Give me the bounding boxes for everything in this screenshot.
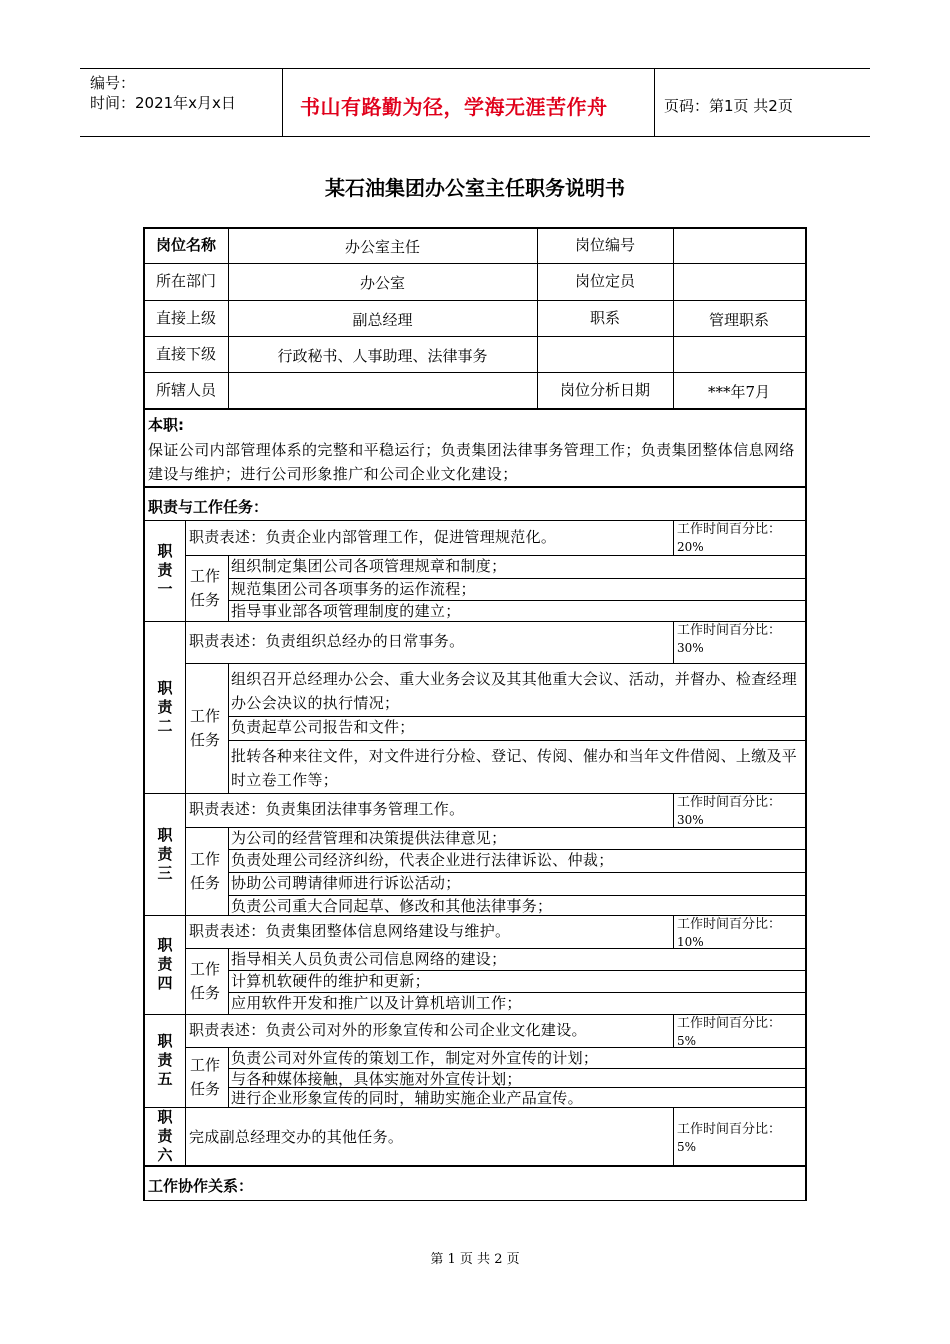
task-row-rule [228,740,805,741]
subordinates-value: 行政秘书、人事助理、法律事务 [277,347,488,365]
time-pct-value: 5% [677,1034,697,1048]
duty-name-rule [185,1107,186,1165]
task-rule [228,948,229,1014]
job-name-value: 办公室主任 [344,238,420,256]
task-label: 工作 任务 [189,960,220,1002]
pct-rule [673,1014,674,1047]
duty-name: 职 责 二 [157,678,173,735]
table-top-border [143,227,807,229]
time-pct-label: 工作时间百分比： [677,1016,782,1031]
task-item: 规范集团公司各项事务的运作流程； [231,580,476,598]
time-pct-label: 工作时间百分比： [677,1122,782,1137]
pct-rule [673,1107,674,1165]
document-title: 某石油集团办公室主任职务说明书 [325,176,625,200]
task-item: 应用软件开发和推广以及计算机培训工作； [231,994,522,1012]
duty-block-rule [143,1107,807,1108]
task-row-rule [228,970,805,971]
department-value: 办公室 [359,274,405,292]
task-item: 与各种媒体接触，具体实施对外宣传计划； [231,1070,522,1088]
header-motto: 书山有路勤为径，学海无涯苦作舟 [300,95,608,119]
task-rule [228,663,229,793]
task-item: 指导相关人员负责公司信息网络的建设； [231,950,507,968]
header-top-rule [80,68,870,69]
time-pct-label: 工作时间百分比： [677,795,782,810]
duty-name-rule [185,621,186,793]
doc-time-label: 时间：2021年x月x日 [90,94,236,112]
task-row-rule [228,578,805,579]
task-row-rule [228,600,805,601]
statement-rule [185,948,805,949]
task-rule [228,827,229,915]
task-row-rule [228,716,805,717]
job-code-label: 岗位编号 [574,236,635,254]
tasks-section-title: 职责与工作任务： [148,498,269,516]
duty-block-rule [143,1014,807,1015]
duty-section-text: 保证公司内部管理体系的完整和平稳运行；负责集团法律事务管理工作；负责集团整体信息网络建设与维护；进行公司形象推广和公司企业文化建设； [148,441,795,483]
time-pct-value: 10% [677,935,704,949]
analysis-date-label: 岗位分析日期 [559,381,650,399]
staff-label: 所辖人员 [155,381,216,399]
duty-statement: 职责表述：负责公司对外的形象宣传和公司企业文化建设。 [189,1020,587,1039]
duty-block-rule [143,915,807,916]
page-indicator: 页码：第1页 共2页 [664,97,793,115]
duty-name: 职 责 六 [157,1107,173,1164]
time-pct-value: 5% [677,1140,697,1154]
duty-name: 职 责 五 [157,1032,173,1088]
row-rule [143,263,807,264]
subordinates-label: 直接下级 [155,345,216,363]
duty-name: 职 责 三 [157,825,173,882]
pct-rule [673,793,674,827]
duty-statement: 职责表述：负责集团法律事务管理工作。 [189,800,465,818]
pct-rule [673,520,674,555]
row-rule [143,1165,807,1167]
duty-block-rule [143,793,807,794]
task-label: 工作 任务 [189,567,220,609]
header-bottom-rule [80,136,870,137]
task-item: 组织制定集团公司各项管理规章和制度； [231,557,507,575]
header-divider [654,68,655,136]
task-rule [228,1047,229,1107]
row-rule [143,300,807,301]
task-rule [228,555,229,621]
duty-name-rule [185,1014,186,1107]
task-label: 工作 任务 [189,1056,220,1098]
task-item: 协助公司聘请律师进行诉讼活动； [231,874,461,892]
time-pct-label: 工作时间百分比： [677,522,782,537]
task-item: 指导事业部各项管理制度的建立； [231,602,461,620]
duty-section-title: 本职: [148,416,184,434]
task-item: 组织召开总经理办公会、重大业务会议及其其他重大会议、活动，并督办、检查经理办公会决议的执行情况； [231,670,798,712]
time-pct-value: 30% [677,641,704,655]
task-item: 负责处理公司经济纠纷，代表企业进行法律诉讼、仲裁； [231,851,614,869]
doc-number-label: 编号： [90,74,136,92]
task-label: 工作 任务 [189,850,220,892]
task-item: 为公司的经营管理和决策提供法律意见； [231,829,507,847]
row-rule [143,486,807,488]
task-row-rule [228,992,805,993]
task-item: 负责公司对外宣传的策划工作，制定对外宣传的计划； [231,1049,599,1067]
duty-block-rule [143,621,807,622]
duty-statement: 职责表述：负责企业内部管理工作，促进管理规范化。 [189,527,557,546]
analysis-date-value: ***年7月 [707,383,771,401]
time-pct-value: 20% [677,540,704,554]
supervisor-label: 直接上级 [155,309,216,327]
task-item: 批转各种来往文件，对文件进行分检、登记、传阅、催办和当年文件借阅、上缴及平时立卷工作等； [231,747,798,789]
collab-section-title: 工作协作关系： [148,1177,254,1195]
task-item: 进行企业形象宣传的同时，辅助实施企业产品宣传。 [231,1089,583,1107]
row-rule [143,372,807,373]
duty-name: 职 责 四 [157,936,173,992]
job-family-label: 职系 [589,309,620,327]
job-name-label: 岗位名称 [155,236,216,254]
task-item: 负责公司重大合同起草、修改和其他法律事务； [231,897,553,915]
statement-rule [185,663,805,664]
duty-statement: 职责表述：负责组织总经办的日常事务。 [189,632,465,650]
task-label: 工作 任务 [189,707,220,749]
page-footer: 第 1 页 共 2 页 [430,1252,520,1267]
duty-statement: 职责表述：负责集团整体信息网络建设与维护。 [189,921,511,940]
duty-name: 职 责 一 [157,542,173,598]
header-divider [282,68,283,136]
table-bottom-border [143,1200,807,1201]
row-rule [143,336,807,337]
task-row-rule [228,849,805,850]
headcount-label: 岗位定员 [574,272,635,290]
job-family-value: 管理职系 [708,311,769,329]
task-row-rule [228,895,805,896]
supervisor-value: 副总经理 [352,311,413,329]
task-row-rule [228,872,805,873]
task-item: 计算机软硬件的维护和更新； [231,972,430,990]
statement-rule [185,827,805,828]
row-rule [143,408,807,410]
task-item: 负责起草公司报告和文件； [231,718,415,736]
duty-name-rule [185,793,186,915]
task-row-rule [228,1068,805,1069]
statement-rule [185,555,805,556]
duty-name-rule [185,915,186,1014]
time-pct-label: 工作时间百分比： [677,623,782,638]
row-rule [143,520,807,521]
pct-rule [673,915,674,948]
department-label: 所在部门 [155,272,216,290]
duty-name-rule [185,520,186,621]
time-pct-label: 工作时间百分比： [677,917,782,932]
statement-rule [185,1047,805,1048]
time-pct-value: 30% [677,813,704,827]
duty-statement: 完成副总经理交办的其他任务。 [189,1128,404,1146]
pct-rule [673,621,674,663]
